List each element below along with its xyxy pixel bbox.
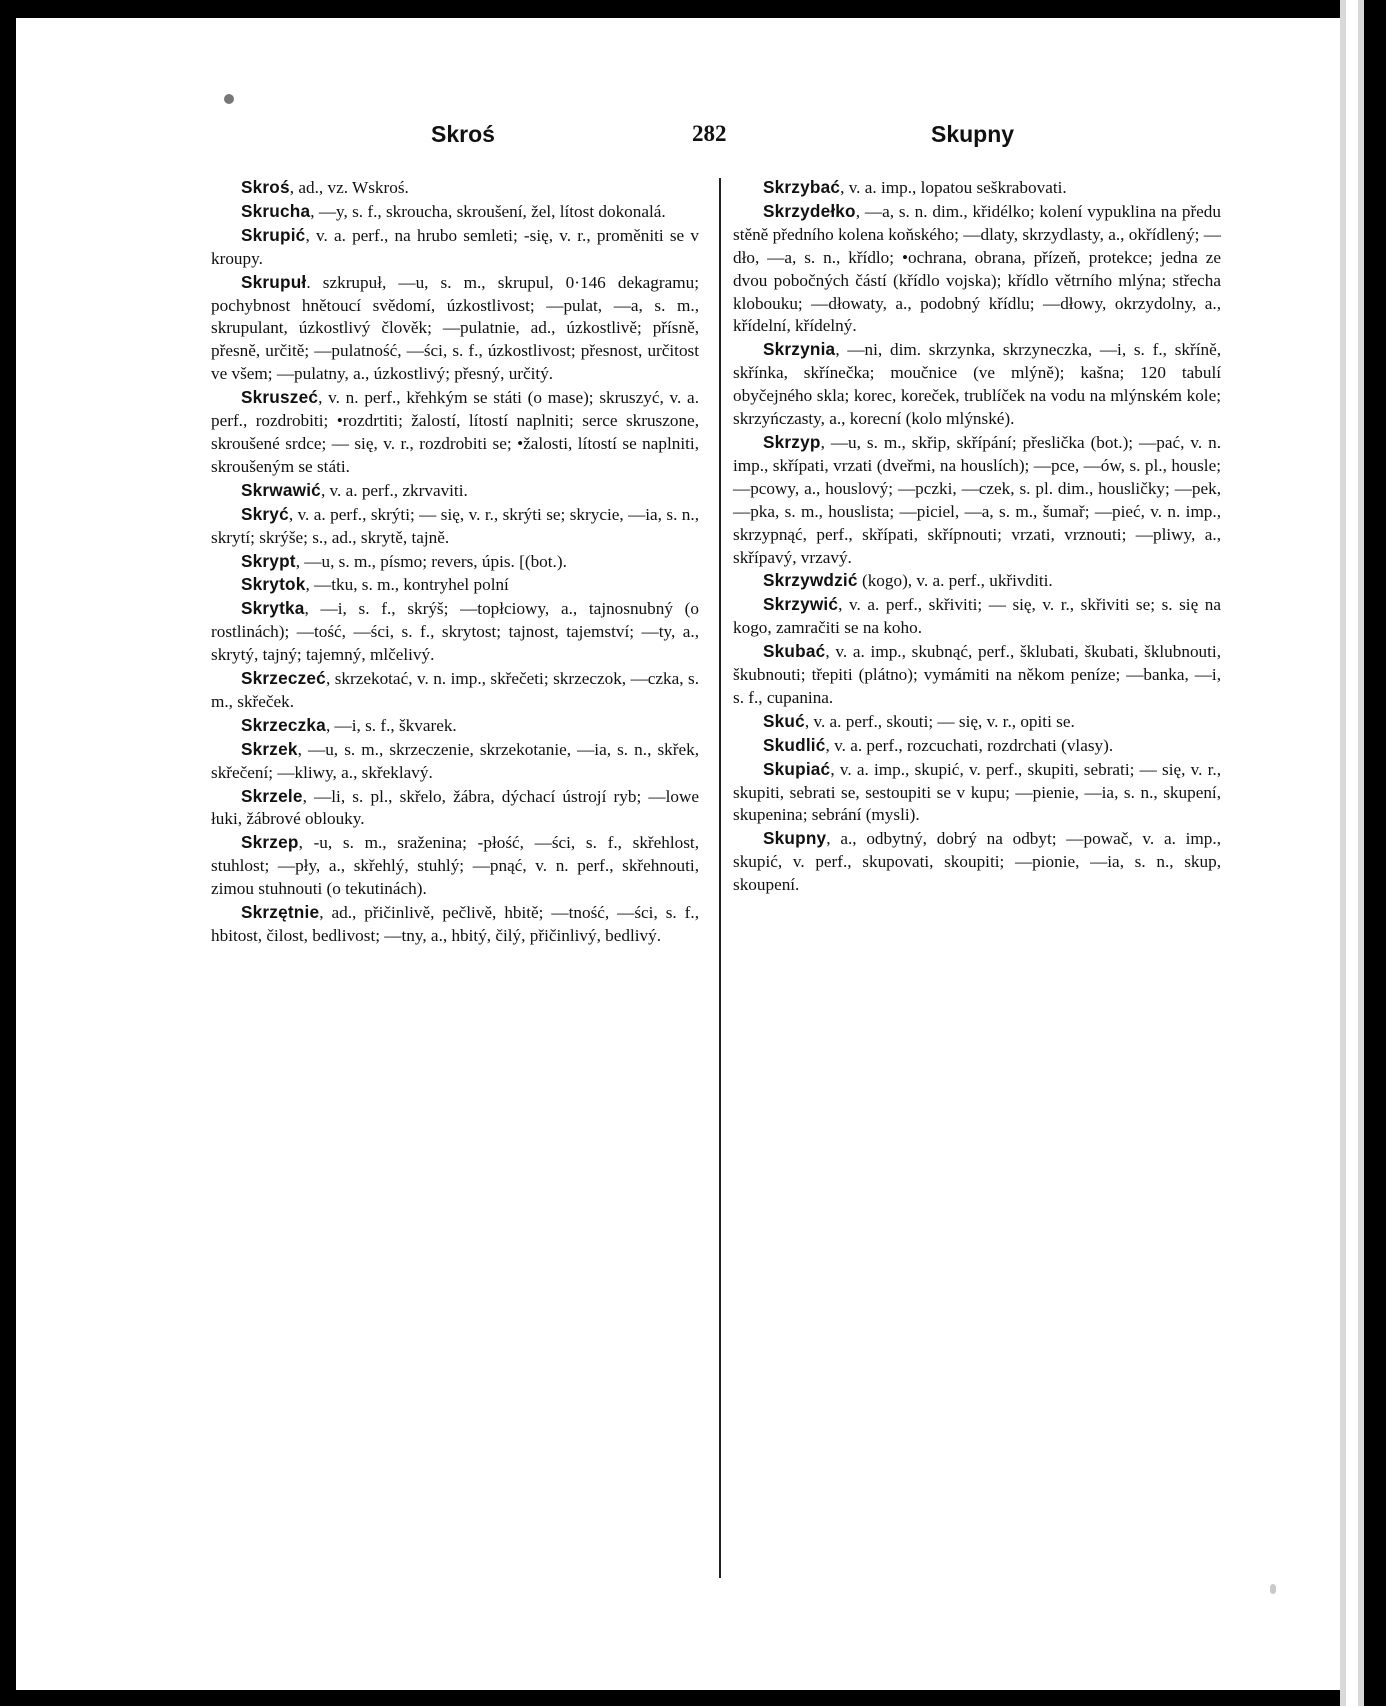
entry-definition: , —u, s. m., skrzeczenie, skrzekotanie, —ia, s. n., skřek, skřečení; —kliwy, a., skřeklavý. (211, 739, 699, 782)
entry-headword: Skrzeczeć (241, 668, 326, 689)
entry-definition: , —u, s. m., písmo; revers, úpis. [(bot.). (295, 551, 567, 571)
entry-headword: Skrypt (241, 550, 296, 571)
left-column (211, 176, 699, 948)
column-divider (719, 178, 721, 1578)
entry-definition: , -u, s. m., sraženina; -płość, —ści, s. f., skřehlost, stuhlost; —pły, a., skřehlý, stuhlý; —pnąć, v. n. perf., skřehnouti, zimou stuhnouti (o tekutinách). (211, 833, 699, 899)
entry-definition: , —i, s. f., škvarek. (325, 715, 457, 735)
entry-headword: Skrzeczka (241, 714, 326, 735)
entry-definition: , v. a. perf., zkrvaviti. (320, 480, 468, 500)
right-guide-word: Skupny (931, 121, 1015, 147)
entry-definition: , v. a. imp., skubnąć, perf., šklubati, škubati, šklubnouti, škubnouti; třepiti (plátno); vymámiti na někom peníze; —banka, —i, s. f., cupanina. (733, 642, 1221, 707)
entry-definition: , ad., přičinlivě, pečlivě, hbitě; —tność, —ści, s. f., hbitost, čilost, bedlivost; —tny, a., hbitý, čilý, přičinlivý, bedlivý. (211, 903, 699, 945)
entry-headword: Skrytok (241, 574, 306, 595)
entry-headword: Skruszeć (241, 387, 319, 408)
dictionary-entry (211, 224, 699, 271)
margin-speck (224, 94, 234, 104)
entry-headword: Skrzybać (763, 177, 841, 197)
entry-definition: , —y, s. f., skroucha, skroušení, žel, lítost dokonalá. (310, 201, 666, 221)
entry-headword: Skrzele (241, 785, 303, 806)
dictionary-entry (211, 831, 699, 901)
entry-headword: Skuć (763, 710, 805, 731)
dictionary-entry (733, 338, 1221, 431)
dictionary-entry (733, 640, 1221, 710)
entry-headword: Skrzydełko (763, 200, 856, 221)
entry-definition: , skrzekotać, v. n. imp., skřečeti; skrzeczok, —czka, s. m., skřeček. (211, 669, 699, 711)
entry-definition: , —i, s. f., skrýš; —topłciowy, a., tajnosnubný (o rostlinách); —tość, —ści, s. f., skrytost; tajnost, tajemství; —ty, a., skrytý, tajný; tajemný, mlčelivý. (211, 599, 699, 665)
entry-headword: Skrzętnie (241, 902, 320, 923)
dictionary-entry (211, 901, 699, 948)
entry-definition: , a., odbytný, dobrý na odbyt; —powač, v. a. imp., skupić, v. perf., skupovati, skoupiti; —pionie, —ia, s. n., skup, skoupení. (733, 829, 1221, 895)
entry-headword: Skupiać (763, 758, 831, 779)
entry-headword: Skrzyp (763, 431, 821, 452)
dictionary-entry (211, 200, 699, 224)
margin-speck-lower (1270, 1584, 1276, 1594)
book-spine (1340, 0, 1364, 1706)
entry-headword: Skrupuł (241, 271, 307, 292)
left-guide-word: Skroś (431, 121, 495, 147)
dictionary-entry (211, 479, 699, 503)
dictionary-entry (733, 710, 1221, 734)
entry-definition: , ad., vz. Wskroś. (289, 178, 409, 197)
entry-definition: , v. n. perf., křehkým se státi (o mase); skruszyć, v. a. perf., rozdrobiti; •rozdrtiti; žalostí, lítostí naplniti; serce skruszone, skroušené srdce; — się, v. r., rozdrobiti se; •žalosti, lítostí se naplniti, skroušeným se státi. (211, 388, 699, 476)
entry-headword: Skubać (763, 641, 826, 662)
dictionary-entry (733, 734, 1221, 758)
entry-headword: Skrucha (241, 200, 311, 221)
entry-definition: , —u, s. m., skřip, skřípání; přeslička (bot.); —pać, v. n. imp., skřípati, vrzati (dveřmi, na houslích); —pce, —ów, s. pl., housle; —pcowy, a., houslový; —pczki, —czek, s. pl. dim., housličky; —pek, —pka, s. m., houslista; —piciel, —a, s. m., šumař; —pieć, v. n. imp., skrzypnąć, perf., skřípati, skřípnouti; vrzati, vrznouti; —pliwy, a., skřípavý, vrzavý. (733, 432, 1221, 567)
dictionary-entry (733, 593, 1221, 640)
dictionary-entry (733, 176, 1221, 200)
entry-headword: Skrzynia (763, 339, 836, 360)
entry-definition: , —tku, s. m., kontryhel polní (305, 575, 509, 595)
dictionary-entry (211, 738, 699, 785)
entry-headword: Skupny (763, 828, 827, 849)
entry-headword: Skrzywdzić (763, 570, 858, 591)
entry-headword: Skrupić (241, 224, 306, 245)
dictionary-entry (211, 386, 699, 479)
dictionary-entry (733, 827, 1221, 897)
page-number: 282 (692, 121, 727, 146)
entry-definition: (kogo), v. a. perf., ukřivditi. (857, 571, 1053, 591)
entry-definition: , v. a. perf., na hrubo semleti; -się, v. r., proměniti se v kroupy. (211, 225, 699, 268)
entry-headword: Skroś (241, 177, 290, 197)
dictionary-entry (733, 431, 1221, 569)
entry-headword: Skrwawić (241, 479, 321, 500)
entry-definition: , —ni, dim. skrzynka, skrzyneczka, —i, s. f., skříně, skřínka, skřínečka; moučnice (ve mlýně); kašna; 120 tabulí obyčejného skla; korec, koreček, trublíček na vodu na mlýnském kole; skrzyńczasty, a., korecní (kolo mlýnské). (733, 340, 1221, 429)
dictionary-entry (211, 176, 699, 200)
entry-headword: Skrzywić (763, 594, 839, 615)
entry-definition: , v. a. imp., skupić, v. perf., skupiti, sebrati; — się, v. r., skupiti, sebrati se, sestoupiti se v kupu; —pienie, —ia, s. n., skupení, skupenina; sebrání (mysli). (733, 759, 1221, 825)
dictionary-entry (211, 573, 699, 597)
entry-definition: , v. a. perf., skrýti; — się, v. r., skrýti se; skrycie, —ia, s. n., skrytí; skrýše; s., ad., skrytě, tajně. (211, 504, 699, 547)
entry-definition: , v. a. perf., skřiviti; — się, v. r., skřiviti se; s. się na kogo, zamračiti se na koho. (733, 595, 1221, 638)
entry-headword: Skudlić (763, 734, 826, 755)
entry-definition: , v. a. perf., rozcuchati, rozdrchati (vlasy). (825, 735, 1114, 755)
dictionary-entry (211, 785, 699, 832)
entry-definition: . szkrupuł, —u, s. m., skrupul, 0·146 dekagramu; pochybnost hnětoucí svědomí, úzkostlivost; —pulat, —a, s. m., skrupulant, úzkostlivý člověk; —pulatnie, ad., úzkostlivě; přísně, přesně, určitě; —pulatność, —ści, s. f., úzkostlivost; přesnost, určitost ve všem; —pulatny, a., úzkostlivý; přesný, určitý. (211, 272, 699, 384)
entry-definition: , —li, s. pl., skřelo, žábra, dýchací ústrojí ryb; —lowe łuki, žábrové oblouky. (211, 786, 699, 829)
dictionary-entry (733, 569, 1221, 593)
dictionary-entry (211, 550, 699, 574)
dictionary-page (16, 18, 1356, 1690)
dictionary-entry (733, 200, 1221, 338)
entry-definition: , —a, s. n. dim., křidélko; kolení vypuklina na předu stěně předního kolena koňského; —dlaty, skrzydlasty, a., okřídlený; —dło, —a, s. n., křídlo; •ochrana, obrana, přízeň, protekce; jedna ze dvou pobočných částí (křídlo vojska); křídlo větrního mlýna; střecha klobouku; —dłowaty, a., podobný křídlu; —dłowy, okrzydolny, a., křídelní, křídelný. (733, 201, 1221, 336)
dictionary-entry (211, 597, 699, 667)
entry-headword: Skrzep (241, 832, 299, 853)
dictionary-entry (211, 503, 699, 550)
entry-headword: Skrytka (241, 598, 305, 619)
entry-definition: , v. a. imp., lopatou seškrabovati. (840, 178, 1067, 197)
dictionary-entry (211, 714, 699, 738)
entry-headword: Skrzek (241, 738, 298, 759)
entry-definition: , v. a. perf., skouti; — się, v. r., opiti se. (804, 711, 1075, 731)
dictionary-entry (733, 758, 1221, 828)
entry-headword: Skryć (241, 503, 289, 524)
dictionary-entry (211, 667, 699, 714)
dictionary-entry (211, 271, 699, 387)
right-column (733, 176, 1221, 897)
